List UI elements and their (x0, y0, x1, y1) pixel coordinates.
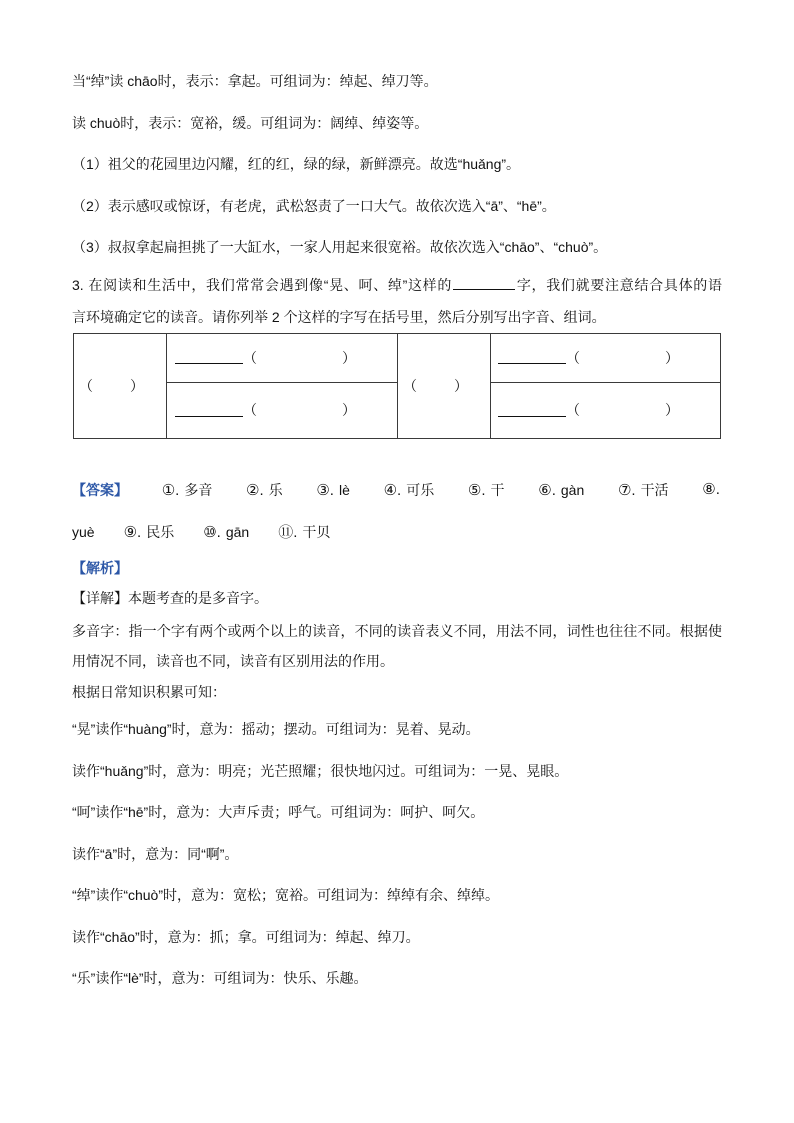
answer-item-1 (162, 469, 213, 512)
word-paren (566, 400, 679, 420)
pinyin-blank (498, 351, 566, 364)
reading-line: “绰”读作“chuò”时，意为：宽松；宽裕。可组词为：绰绰有余、绰绰。 (72, 887, 500, 903)
analysis-section (72, 553, 722, 1000)
answer-number: ②. (246, 481, 264, 499)
answer-label: 【答案】 (72, 482, 128, 498)
answer-number: ⑤. (467, 481, 486, 499)
paren-open: （ (79, 377, 93, 394)
entries-cell (167, 334, 398, 438)
definition-paragraph (72, 616, 722, 676)
detail-label: 【详解】 (72, 590, 128, 606)
paren-close: ） (342, 349, 356, 366)
paren-close: ） (130, 377, 144, 394)
answer-row (72, 469, 720, 511)
answer-value: 干 (490, 481, 505, 498)
paren-close: ） (665, 402, 679, 418)
analysis-label: 【解析】 (72, 560, 128, 576)
pinyin-blank (175, 351, 243, 364)
answer-item-2 (246, 469, 283, 512)
intro-section (72, 61, 722, 269)
answer-row (72, 511, 722, 553)
intro-line: （1）祖父的花园里边闪耀，红的红，绿的绿，新鲜漂亮。故选“huǎng”。 (72, 156, 521, 172)
definition-line-1: 多音字：指一个字有两个或两个以上的读音，不同的读音表义不同，用法不同，词性也往往不同。根据使 (72, 623, 722, 639)
entry-row (167, 383, 397, 438)
entry-row (491, 334, 720, 383)
answer-value: 干贝 (302, 523, 331, 540)
word-paren (243, 348, 356, 368)
answer-value: 干活 (640, 481, 669, 498)
answer-value: 乐 (268, 481, 283, 498)
char-slot-paren (403, 376, 468, 396)
fill-blank (453, 277, 515, 290)
answer-number: ⑩. (203, 523, 221, 541)
answer-item-11 (278, 511, 330, 554)
reading-line: “呵”读作“hē”时，意为：大声斥责；呼气。可组词为：呵护、呵欠。 (72, 804, 485, 820)
page-content (72, 61, 722, 1000)
question-text: 在阅读和生活中，我们常常会遇到像“晃、呵、绰”这样的 (87, 276, 453, 293)
intro-line: 读 chuò时，表示：宽裕，缓。可组词为：阔绰、绰姿等。 (72, 114, 429, 131)
answer-item-7 (618, 469, 669, 512)
answer-number: ⑦. (617, 481, 636, 499)
question-line-2: 言环境确定它的读音。请你列举 2 个这样的字写在括号里，然后分别写出字音、组词。 (72, 308, 606, 325)
detail-text: 本题考查的是多音字。 (128, 590, 268, 606)
answer-item-8 (702, 469, 720, 511)
reading-line: 读作“huǎng”时，意为：明亮；光芒照耀；很快地闪过。可组词为：一晃、晃眼。 (72, 762, 569, 779)
answer-value: gān (225, 523, 250, 540)
question-text: 字，我们就要注意结合具体的语 (516, 276, 723, 293)
intro-line: （3）叔叔拿起扁担挑了一大缸水，一家人用起来很宽裕。故依次选入“chāo”、“chuò”。 (72, 239, 608, 255)
answer-item-6 (538, 469, 584, 512)
paren-close: ） (342, 402, 356, 418)
char-slot-cell (74, 334, 167, 438)
paren-open: （ (403, 377, 417, 394)
answer-item-3 (316, 469, 350, 512)
answer-value: lè (338, 481, 350, 498)
answer-value: 可乐 (406, 481, 435, 498)
reading-line: “乐”读作“lè”时，意为：可组词为：快乐、乐趣。 (72, 970, 368, 986)
answer-item-4 (384, 469, 435, 512)
entries-cell (491, 334, 720, 438)
answer-number: ⑧. (702, 481, 720, 498)
paren-close: ） (665, 349, 679, 366)
answer-table (73, 333, 721, 439)
detail-line (72, 583, 722, 613)
entry-row (167, 334, 397, 383)
answer-number: ④. (383, 481, 402, 499)
answer-value: 多音 (184, 481, 213, 498)
knowledge-intro: 根据日常知识积累可知： (72, 684, 226, 700)
question-3 (72, 269, 722, 333)
answer-value: 民乐 (146, 523, 175, 540)
char-slot-cell (398, 334, 491, 438)
question-number: 3. (72, 276, 84, 293)
question-line-1 (72, 269, 722, 301)
intro-line: （2）表示感叹或惊讶，有老虎，武松怒责了一口大气。故依次选入“ā”、“hē”。 (72, 197, 556, 214)
paren-open: （ (566, 349, 580, 366)
paren-open: （ (243, 349, 257, 366)
answer-value: yuè (72, 524, 95, 540)
answer-item-9 (124, 511, 175, 554)
entry-row (491, 383, 720, 438)
answer-number: ①. (161, 481, 180, 499)
pinyin-blank (498, 404, 566, 417)
reading-line: 读作“ā”时，意为：同“啊”。 (72, 845, 239, 862)
intro-line: 当“绰”读 chāo时，表示：拿起。可组词为：绰起、绰刀等。 (72, 73, 438, 89)
paren-open: （ (566, 402, 580, 418)
answer-item-5 (468, 469, 505, 512)
word-paren (566, 348, 679, 368)
answer-number: ③. (316, 481, 334, 499)
answer-item-10 (203, 511, 249, 554)
answer-number: ⑨. (123, 523, 142, 541)
answer-value: gàn (560, 481, 585, 498)
readings-list (72, 709, 722, 1000)
reading-line: 读作“chāo”时，意为：抓；拿。可组词为：绰起、绰刀。 (72, 928, 420, 945)
definition-line-2: 用情况不同，读音也不同，读音有区别用法的作用。 (72, 653, 394, 669)
paren-close: ） (454, 377, 468, 394)
answer-number: ⑪. (278, 523, 298, 541)
word-paren (243, 400, 356, 420)
pinyin-blank (175, 404, 243, 417)
reading-line: “晃”读作“huàng”时，意为：摇动；摆动。可组词为：晃着、晃动。 (72, 721, 480, 737)
paren-open: （ (243, 402, 257, 418)
answer-number: ⑥. (538, 481, 556, 499)
char-slot-paren (79, 376, 144, 396)
